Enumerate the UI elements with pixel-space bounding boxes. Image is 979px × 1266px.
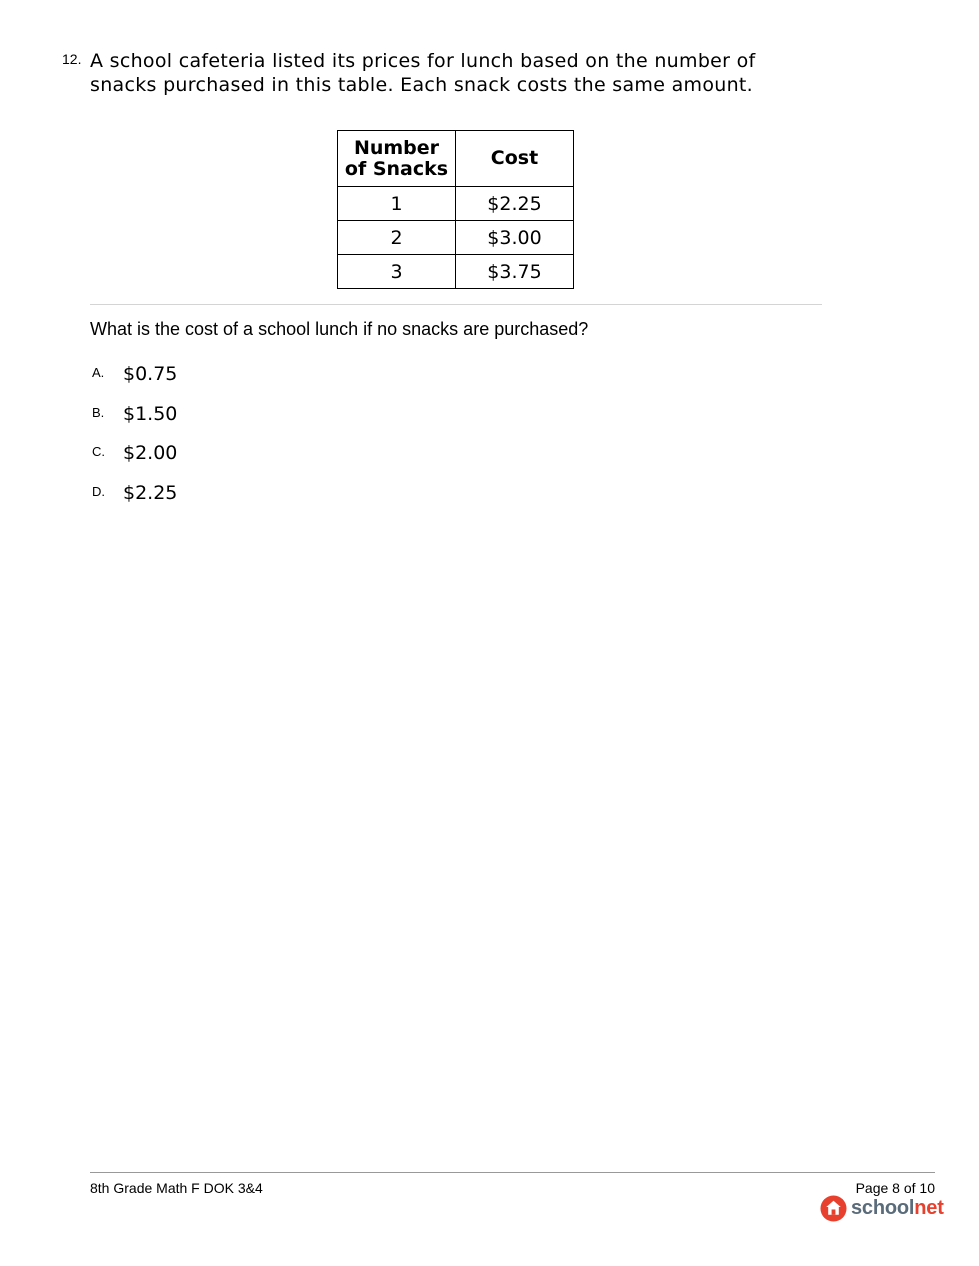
header-number-of-snacks bbox=[338, 131, 456, 187]
option-text: $1.50 bbox=[123, 403, 178, 425]
footer-test-name: 8th Grade Math F DOK 3&4 bbox=[90, 1180, 263, 1196]
table-row bbox=[338, 187, 574, 221]
question-stem: A school cafeteria listed its prices for lunch based on the number of snacks purchased in this table. Each snack costs the same amount. bbox=[90, 50, 756, 96]
table-header-row bbox=[338, 131, 574, 187]
table-cell-snacks: 3 bbox=[338, 255, 456, 289]
option-letter: C. bbox=[92, 444, 105, 459]
option-letter: A. bbox=[92, 365, 105, 380]
option-text: $2.00 bbox=[123, 442, 178, 464]
schoolnet-logo bbox=[820, 1194, 944, 1222]
table-row bbox=[338, 221, 574, 255]
logo-word-net: net bbox=[914, 1196, 944, 1219]
table-row bbox=[338, 255, 574, 289]
table-cell-snacks: 2 bbox=[338, 221, 456, 255]
schoolnet-house-icon bbox=[820, 1195, 847, 1222]
table-cell-cost: $3.75 bbox=[456, 255, 574, 289]
option-text: $2.25 bbox=[123, 482, 178, 504]
logo-word-school: school bbox=[851, 1196, 915, 1219]
table-cell-cost: $2.25 bbox=[456, 187, 574, 221]
table-cell-cost: $3.00 bbox=[456, 221, 574, 255]
option-letter: D. bbox=[92, 484, 105, 499]
option-letter: B. bbox=[92, 405, 105, 420]
footer-divider bbox=[90, 1172, 935, 1173]
header-number-of-snacks-text: Number of Snacks bbox=[344, 136, 449, 180]
option-text: $0.75 bbox=[123, 363, 178, 385]
question-prompt: What is the cost of a school lunch if no snacks are purchased? bbox=[90, 319, 589, 339]
header-cost: Cost bbox=[456, 131, 574, 187]
price-table bbox=[337, 130, 574, 289]
footer-page-number: Page 8 of 10 bbox=[855, 1180, 935, 1196]
table-cell-snacks: 1 bbox=[338, 187, 456, 221]
question-number: 12. bbox=[62, 51, 82, 67]
section-divider bbox=[90, 304, 822, 305]
